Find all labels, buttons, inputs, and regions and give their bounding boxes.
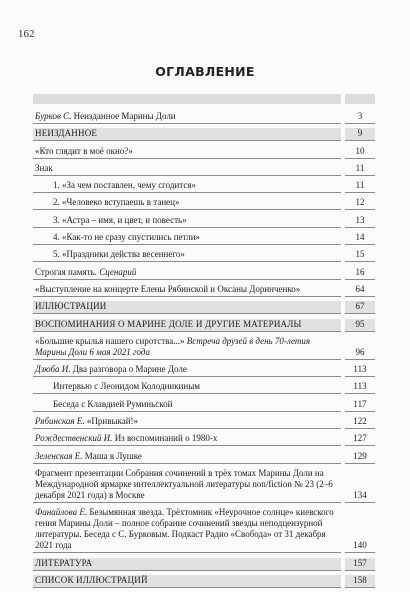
toc-entry-text: «Привыкай!» (84, 416, 139, 427)
toc-entry-title (33, 128, 341, 141)
toc-entry-row[interactable] (33, 180, 375, 193)
toc-entry-row[interactable] (33, 433, 375, 446)
toc-entry-author: Зеленская Е. (35, 450, 83, 461)
toc-entry-row[interactable] (33, 416, 375, 429)
toc-heading: ОГЛАВЛЕНИЕ (155, 64, 255, 79)
toc-entry-row[interactable] (33, 451, 375, 464)
toc-entry-text: Безымянная звезда. Трёхтомник «Неурочное солнце» киевского гения Марины Доли – полное собрание сочинений звезды неподцензурной литературы. Беседа с С. Бурковым. Подкаст Радио «Свобода» от 31 декабря 2021 года (35, 507, 334, 551)
toc-page-number: 16 (345, 267, 375, 280)
table-of-contents (33, 94, 375, 592)
toc-section-row[interactable] (33, 319, 375, 332)
toc-entry-text: Маша в Лушке (82, 450, 142, 461)
toc-page-number: 10 (345, 146, 375, 159)
toc-entry-row[interactable] (33, 163, 375, 176)
toc-page-number: 11 (345, 180, 375, 193)
toc-entry-text: «Большие крылья нашего сиротства...» (35, 335, 187, 346)
toc-page-number: 127 (345, 433, 375, 446)
toc-entry-title (33, 197, 341, 210)
toc-entry-title (33, 468, 341, 503)
toc-page-number: 113 (345, 364, 375, 377)
toc-entry-text: Два разговора о Марине Доле (70, 364, 187, 375)
toc-entry-title (33, 507, 341, 553)
toc-page-number: 113 (345, 381, 375, 394)
toc-entry-title (33, 451, 341, 464)
toc-section-row[interactable] (33, 558, 375, 571)
toc-entry-text: 1. «За чем поставлен, чему сгодится» (53, 180, 196, 191)
toc-entry-row[interactable] (33, 267, 375, 280)
toc-entry-title (33, 399, 341, 412)
toc-entry-title (33, 111, 341, 124)
toc-entry-text: Интервью с Леонидом Колодникиным (53, 381, 200, 392)
toc-entry-title (33, 416, 341, 429)
toc-page-number: 12 (345, 197, 375, 210)
toc-entry-author: Рождественский И. (35, 433, 113, 444)
toc-entry-subtitle: Сценарий (99, 266, 137, 277)
toc-entry-author: Фанайлова Е. (35, 507, 88, 518)
toc-entry-author: Бурков С. (35, 111, 72, 121)
toc-entry-title (33, 215, 341, 228)
toc-page-number: 9 (345, 128, 375, 141)
toc-entry-text: Неизданное Марины Доли (71, 111, 176, 121)
toc-entry-row[interactable] (33, 399, 375, 412)
toc-entry-text: СПИСОК ИЛЛЮСТРАЦИЙ (35, 574, 148, 585)
toc-page-number: 13 (345, 215, 375, 228)
toc-page-number: 3 (345, 111, 375, 124)
toc-entry-row[interactable] (33, 197, 375, 210)
toc-page-number: 134 (345, 490, 375, 503)
toc-page-number: 15 (345, 249, 375, 262)
toc-entry-row[interactable] (33, 284, 375, 297)
toc-entry-title (33, 319, 341, 332)
toc-page-number: 158 (345, 575, 375, 588)
toc-entry-row[interactable] (33, 215, 375, 228)
toc-entry-author: Рябинская Е. (35, 416, 85, 427)
toc-entry-row[interactable] (33, 146, 375, 159)
toc-entry-title (33, 336, 341, 360)
toc-page-number: 140 (345, 540, 375, 553)
toc-entry-title (33, 558, 341, 571)
toc-entry-text: ИЛЛЮСТРАЦИИ (35, 301, 107, 312)
toc-entry-text: 5. «Праздники действа весеннего» (53, 249, 185, 260)
toc-entry-row[interactable] (33, 232, 375, 245)
toc-page-number: 64 (345, 284, 375, 297)
toc-page-number: 11 (345, 163, 375, 176)
toc-entry-text: ЛИТЕРАТУРА (35, 557, 93, 568)
toc-page-number: 117 (345, 399, 375, 412)
toc-entry-title (33, 267, 341, 280)
toc-entry-row[interactable] (33, 364, 375, 377)
toc-page-number: 157 (345, 558, 375, 571)
toc-entry-row[interactable] (33, 381, 375, 394)
toc-page-number: 96 (345, 347, 375, 360)
toc-page-number: 122 (345, 416, 375, 429)
toc-entry-text: Беседа с Клавдией Руминьской (53, 398, 173, 409)
toc-entry-text: Знак (35, 162, 53, 173)
toc-entry-title (33, 575, 341, 588)
toc-entry-row[interactable] (33, 468, 375, 503)
toc-page-number: 67 (345, 301, 375, 314)
toc-rows (33, 111, 375, 588)
toc-entry-title (33, 433, 341, 446)
toc-page-number: 129 (345, 451, 375, 464)
toc-page-number: 95 (345, 319, 375, 332)
toc-entry-row[interactable] (33, 336, 375, 360)
toc-page-number: 14 (345, 232, 375, 245)
toc-entry-text: Фрагмент презентации Собрания сочинений в трёх томах Марины Доли на Международной ярмарке интеллектуальной литературы non/fiction № 23 (2–6 декабря 2021 года) в Москве (35, 467, 333, 500)
toc-entry-text: НЕИЗДАННОЕ (35, 128, 98, 139)
toc-entry-title (33, 180, 341, 193)
toc-entry-text: 3. «Астра – имя, и цвет, и повесть» (53, 214, 187, 225)
toc-entry-row[interactable] (33, 111, 375, 124)
toc-entry-text: 4. «Как-то не сразу спустились петли» (53, 232, 201, 243)
toc-entry-title (33, 146, 341, 159)
toc-entry-text: «Кто глядит в моё окно?» (35, 145, 133, 156)
toc-entry-title (33, 163, 341, 176)
toc-entry-row[interactable] (33, 249, 375, 262)
toc-section-row[interactable] (33, 301, 375, 314)
toc-entry-author: Дзюба И. (35, 364, 71, 375)
toc-entry-text: «Выступление на концерте Елены Рябинской и Оксаны Доринченко» (35, 283, 301, 294)
toc-section-row[interactable] (33, 128, 375, 141)
toc-section-row[interactable] (33, 575, 375, 588)
toc-top-rule (33, 94, 375, 104)
toc-entry-text: Из воспоминаний о 1980-х (112, 433, 218, 444)
page-number: 162 (18, 28, 35, 40)
toc-entry-title (33, 364, 341, 377)
toc-entry-title (33, 284, 341, 297)
toc-entry-title (33, 381, 341, 394)
toc-entry-text: ВОСПОМИНАНИЯ О МАРИНЕ ДОЛЕ И ДРУГИЕ МАТЕРИАЛЫ (35, 318, 302, 329)
toc-entry-subtitle: Встреча друзей в день 70-летия Марины Доли 6 мая 2021 года (35, 335, 311, 357)
toc-entry-title (33, 232, 341, 245)
toc-entry-text: 2. «Человеко вступаешь в танец» (53, 197, 180, 208)
toc-entry-row[interactable] (33, 507, 375, 553)
toc-entry-title (33, 301, 341, 314)
toc-entry-text: Строгая память. (35, 266, 100, 277)
toc-entry-title (33, 249, 341, 262)
